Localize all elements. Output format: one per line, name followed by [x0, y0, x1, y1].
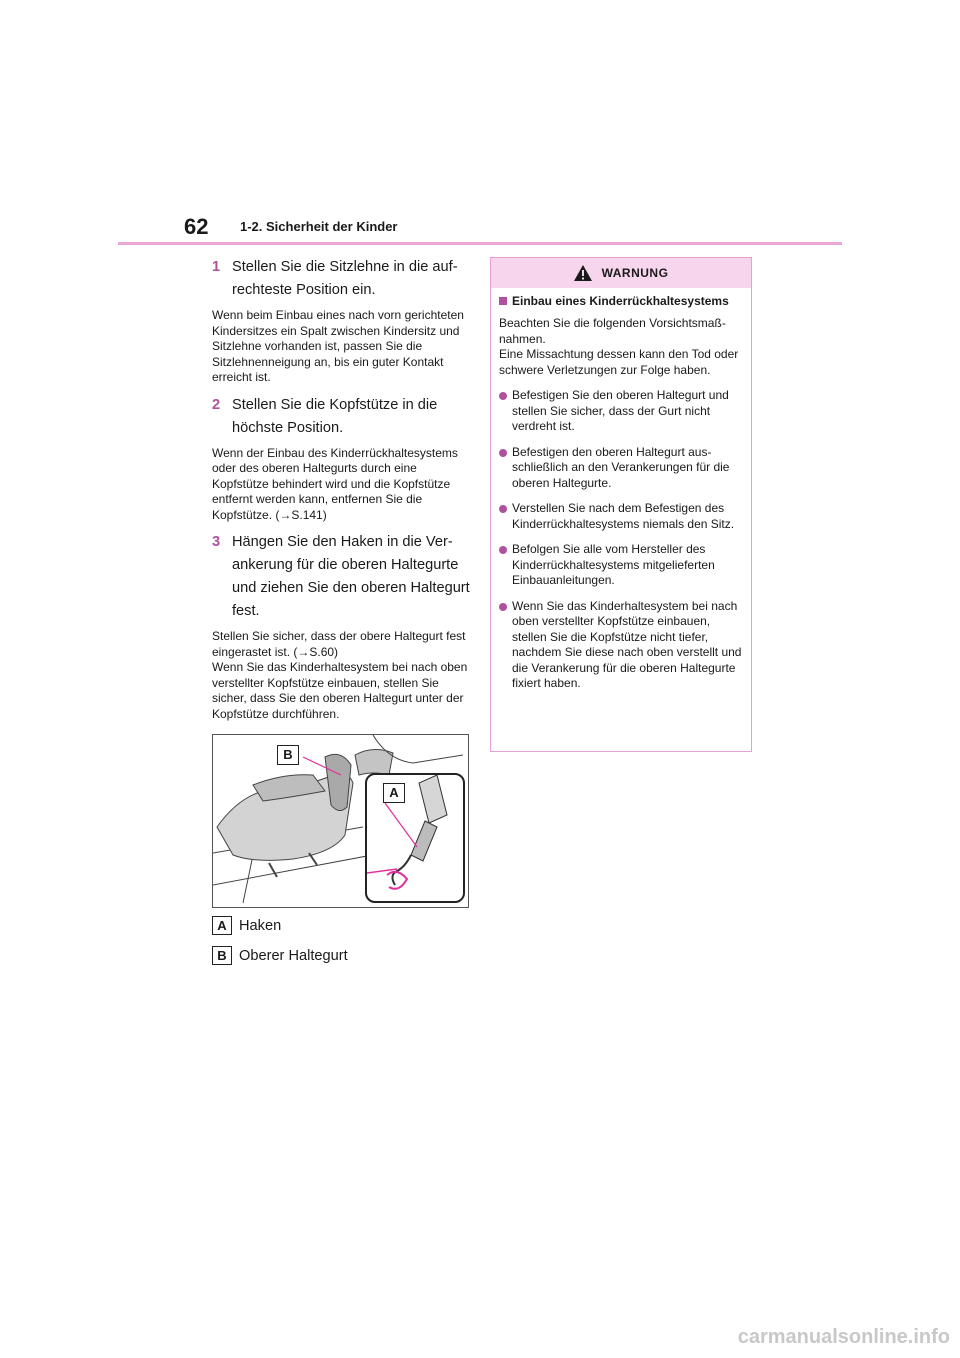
- warning-bullet: [499, 388, 743, 435]
- legend-text: Oberer Haltegurt: [239, 947, 348, 964]
- warning-bullet: [499, 542, 743, 589]
- warning-triangle-icon: [574, 265, 592, 281]
- bullet-dot-icon: [499, 505, 507, 513]
- legend-text: Haken: [239, 917, 282, 934]
- bullet-dot-icon: [499, 546, 507, 554]
- step-note: Wenn beim Einbau eines nach vorn gerichteten Kindersitzes ein Spalt zwischen Kindersitz und Sitzlehne vorhanden ist, passen Sie die Sitzlehnenneigung an, bis ein guter Kontakt erreicht ist.: [212, 308, 464, 384]
- step-note: Wenn der Einbau des Kinderrückhaltesystems oder des oberen Haltegurts durch eine Kopfstütze behindert wird und die Kopfstütze entfernt werden kann, entfernen Sie die Kopfstütze. (→S.141): [212, 445, 458, 522]
- warning-header-label: WARNUNG: [601, 266, 669, 280]
- header-rule: [118, 242, 842, 245]
- step-text: Stellen Sie die Kopfstütze in die höchste Position.: [232, 396, 438, 436]
- warning-bullet: [499, 445, 743, 492]
- warning-intro: Beachten Sie die folgenden Vorsichtsmaßnahmen. Eine Missachtung dessen kann den Tod oder schwere Verletzungen zur Folge haben.: [499, 316, 739, 377]
- warning-bullet-text: Verstellen Sie nach dem Befestigen des Kinderrückhaltesystems niemals den Sitz.: [512, 501, 735, 531]
- bullet-dot-icon: [499, 603, 507, 611]
- watermark: carmanualsonline.info: [737, 1326, 950, 1348]
- figure-label-a: A: [383, 783, 405, 803]
- bullet-dot-icon: [499, 392, 507, 400]
- warning-title-text: Einbau eines Kinderrückhaltesystems: [512, 294, 729, 308]
- step-number: 1: [212, 259, 221, 275]
- step-number: 3: [212, 534, 221, 550]
- step-2: [212, 394, 470, 440]
- warning-bullet-text: Befestigen den oberen Haltegurt ausschließlich an den Verankerungen für die oberen Haltegurte.: [512, 444, 730, 490]
- step-text: Stellen Sie die Sitzlehne in die aufrechteste Position ein.: [232, 259, 458, 298]
- legend-item-tether: [212, 946, 470, 965]
- warning-bullet-text: Wenn Sie das Kinderhaltesystem bei nach oben verstellter Kopfstütze einbauen, stellen Sie die Kopfstütze nicht tiefer, nachdem Sie diese nach oben verstellt und die Verankerung für die oberen Haltegurte fixiert haben.: [512, 598, 742, 690]
- legend-key: A: [212, 916, 232, 935]
- figure-label-b: B: [277, 745, 299, 765]
- warning-box: [490, 257, 752, 752]
- step-number: 2: [212, 396, 221, 413]
- warning-bullet: [499, 501, 743, 532]
- warning-bullet: [499, 599, 743, 692]
- hook-illustration: [367, 775, 463, 901]
- chapter-title: 1-2. Sicherheit der Kinder: [240, 219, 398, 234]
- square-bullet-icon: [499, 297, 507, 305]
- step-note: Stellen Sie sicher, dass der obere Haltegurt fest eingerastet ist. (→S.60) Wenn Sie das Kinderhaltesystem bei nach oben verstellter Kopfstütze einbauen, stellen Sie sicher, dass Sie den oberen Haltegurt unter der Kopfstütze durchführen.: [212, 629, 468, 721]
- instructions-column: [212, 256, 470, 976]
- warning-header: [491, 258, 751, 288]
- step-text: Hängen Sie den Haken in die Verankerung für die oberen Haltegurte und ziehen Sie den oberen Haltegurt fest.: [232, 534, 470, 619]
- warning-bullet-text: Befolgen Sie alle vom Hersteller des Kinderrückhaltesystems mitgelieferten Einbauanleitungen.: [512, 542, 715, 587]
- legend-key: B: [212, 946, 232, 965]
- page-number: 62: [184, 214, 209, 239]
- hook-detail-inset: [365, 773, 465, 903]
- warning-title: [499, 294, 743, 309]
- bullet-dot-icon: [499, 449, 507, 457]
- step-3: [212, 531, 470, 623]
- legend-item-hook: [212, 916, 470, 935]
- step-1: [212, 256, 470, 302]
- installation-figure: [212, 734, 469, 908]
- warning-bullet-text: Befestigen Sie den oberen Haltegurt und stellen Sie sicher, dass der Gurt nicht verdreht ist.: [512, 388, 729, 433]
